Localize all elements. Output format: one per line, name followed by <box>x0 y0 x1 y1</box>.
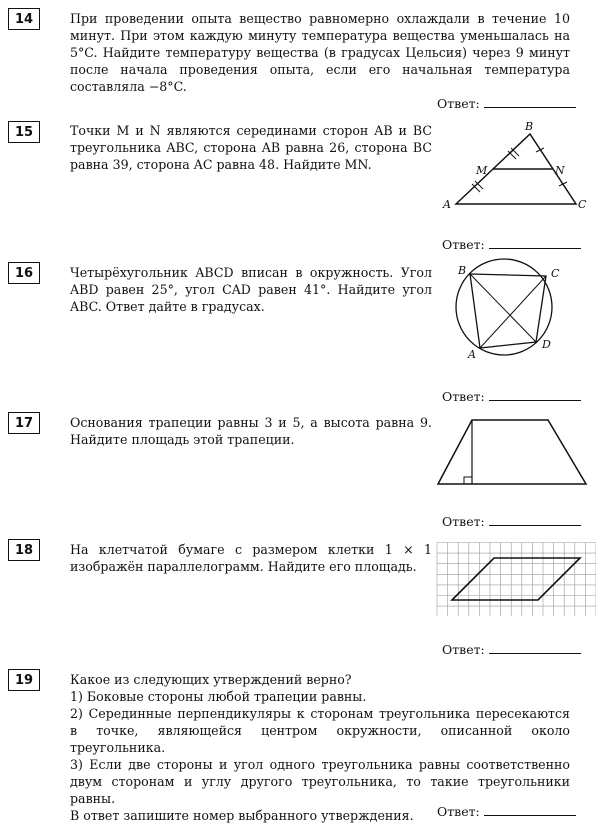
answer-label: Ответ: <box>437 804 480 819</box>
problem-number-16: 16 <box>8 262 40 284</box>
answer-line[interactable] <box>489 641 581 654</box>
problem-text-15 <box>70 122 432 173</box>
problem-15-statement: Точки M и N являются серединами сторон AB и BC треугольника ABC, сторона AB равна 26, сторона BC равна 39, сторона AC равна 48. Найдите MN. <box>70 123 432 172</box>
label-b: B <box>525 120 534 133</box>
grid-paper-figure <box>436 542 596 616</box>
problem-17-statement: Основания трапеции равны 3 и 5, а высота равна 9. Найдите площадь этой трапеции. <box>70 415 432 447</box>
problem-number-14: 14 <box>8 8 40 30</box>
answer-line[interactable] <box>489 388 581 401</box>
answer-label: Ответ: <box>442 237 485 252</box>
problem-text-14 <box>70 10 570 95</box>
problem-16-statement: Четырёхугольник ABCD вписан в окружность. Угол ABD равен 25°, угол CAD равен 41°. Найдите угол ABC. Ответ дайте в градусах. <box>70 265 432 314</box>
answer-line[interactable] <box>484 803 576 816</box>
label-c: C <box>578 198 587 211</box>
problem-14-statement: При проведении опыта вещество равномерно охлаждали в течение 10 минут. При этом каждую минуту температура вещества уменьшалась на 5°C. Найдите температуру вещества (в градусах Цельсия) через 9 минут после начала проведения опыта, если его начальная температура составляла −8°C. <box>70 11 570 94</box>
answer-line[interactable] <box>489 513 581 526</box>
problem-19-option-2: 2) Серединные перпендикуляры к сторонам треугольника пересекаются в точке, являющейся центром окружности, описанной около треугольника. <box>70 706 570 755</box>
label-b: B <box>458 264 467 277</box>
problem-19-option-3: 3) Если две стороны и угол одного треугольника равны соответственно двум сторонам и углу другого треугольника, то такие треугольники равны. <box>70 757 570 806</box>
answer-label: Ответ: <box>437 96 480 111</box>
problem-number-15: 15 <box>8 121 40 143</box>
answer-field-14[interactable] <box>437 95 576 111</box>
problem-number-18: 18 <box>8 539 40 561</box>
answer-label: Ответ: <box>442 514 485 529</box>
problem-text-18 <box>70 541 432 575</box>
problem-text-17 <box>70 414 432 448</box>
answer-field-19[interactable] <box>437 803 576 819</box>
problem-19-option-1: 1) Боковые стороны любой трапеции равны. <box>70 689 367 704</box>
problem-number-17: 17 <box>8 412 40 434</box>
problem-18-statement: На клетчатой бумаге с размером клетки 1 × 1 изображён параллелограмм. Найдите его площадь. <box>70 542 432 574</box>
label-c: C <box>551 267 560 280</box>
label-d: D <box>542 338 551 351</box>
label-m: M <box>476 164 488 177</box>
answer-field-18[interactable] <box>442 641 581 657</box>
trapezoid-figure <box>436 416 590 488</box>
label-n: N <box>555 164 565 177</box>
label-a: A <box>443 198 451 211</box>
problem-19-instruction: В ответ запишите номер выбранного утверждения. <box>70 808 414 823</box>
grid-lines <box>437 543 596 617</box>
answer-label: Ответ: <box>442 642 485 657</box>
problem-19-question: Какое из следующих утверждений верно? <box>70 672 352 687</box>
diagonal-bd <box>470 274 536 342</box>
answer-field-17[interactable] <box>442 513 581 529</box>
answer-label: Ответ: <box>442 389 485 404</box>
right-angle-mark <box>464 477 472 484</box>
label-a: A <box>468 348 476 361</box>
problem-text-19 <box>70 671 570 824</box>
answer-line[interactable] <box>484 95 576 108</box>
problem-number-19: 19 <box>8 669 40 691</box>
triangle-figure <box>438 118 598 214</box>
answer-field-16[interactable] <box>442 388 581 404</box>
answer-line[interactable] <box>489 236 581 249</box>
trapezoid <box>438 420 586 484</box>
inscribed-quadrilateral-figure <box>448 256 578 361</box>
answer-field-15[interactable] <box>442 236 581 252</box>
parallelogram <box>452 558 580 600</box>
problem-text-16 <box>70 264 432 315</box>
